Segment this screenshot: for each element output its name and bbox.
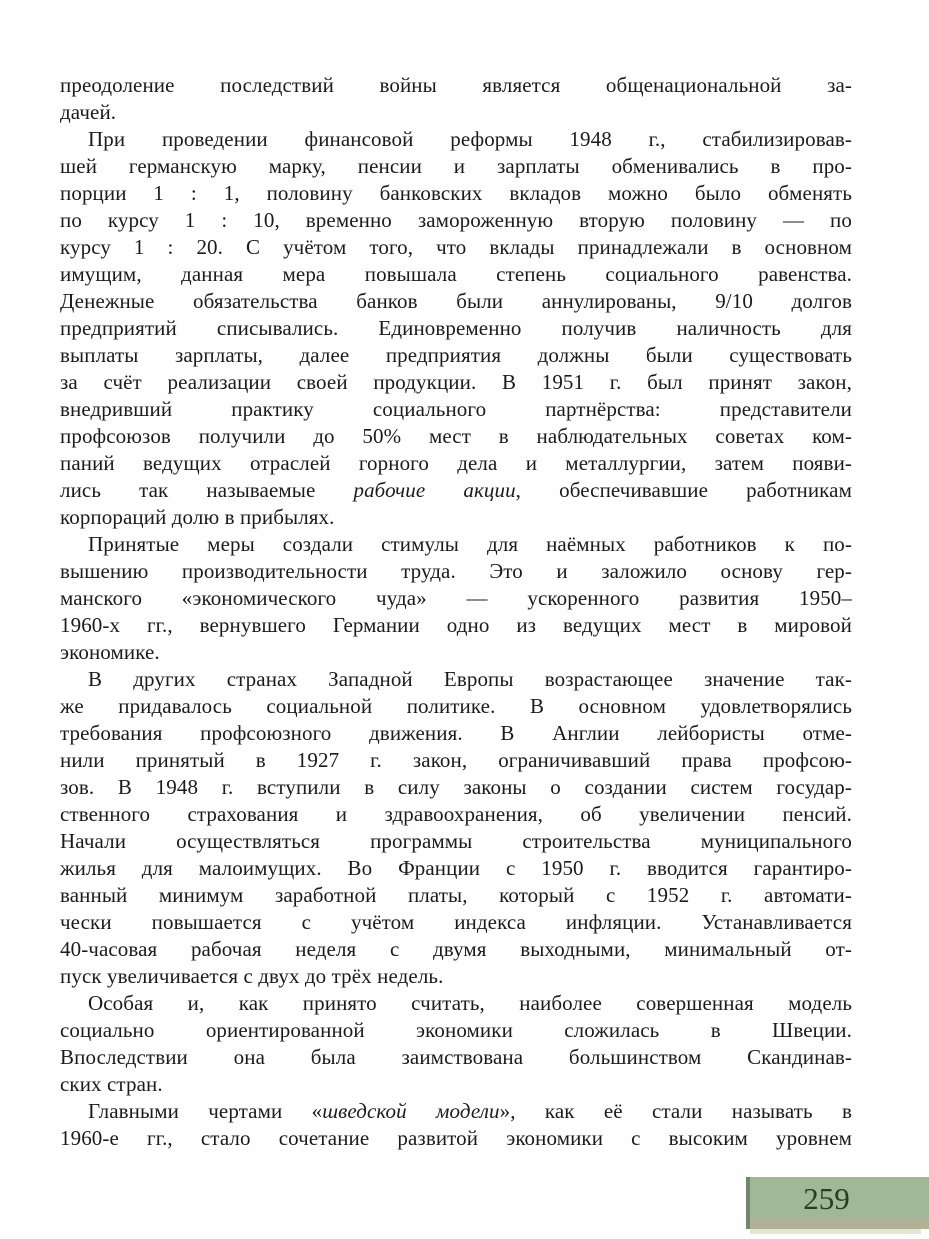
text-line: по курсу 1 : 10, временно замороженную вторую половину — по: [60, 208, 852, 232]
text-line: 1960-е гг., стало сочетание развитой экономики с высоким уровнем: [60, 1126, 852, 1150]
text-line: курсу 1 : 20. С учётом того, что вклады принадлежали в основном: [60, 235, 852, 259]
text-line: за счёт реализации своей продукции. В 1951 г. был принят закон,: [60, 370, 852, 394]
page-number-box: [746, 1177, 929, 1229]
text-line: же придавалось социальной политике. В основном удовлетворялись: [60, 694, 852, 718]
text-line: 40-часовая рабочая неделя с двумя выходными, минимальный от-: [60, 937, 852, 961]
text-line: 1960-х гг., вернувшего Германии одно из ведущих мест в мировой: [60, 613, 852, 637]
text-line: паний ведущих отраслей горного дела и металлургии, затем появи-: [60, 451, 852, 475]
text-line: профсоюзов получили до 50% мест в наблюдательных советах ком-: [60, 424, 852, 448]
text-line: Начали осуществляться программы строительства муниципального: [60, 829, 852, 853]
text-line: порции 1 : 1, половину банковских вкладов можно было обменять: [60, 181, 852, 205]
text-line: Денежные обязательства банков были аннулированы, 9/10 долгов: [60, 289, 852, 313]
text-block: [60, 72, 852, 1152]
text-segment: лись так называемые: [60, 478, 354, 502]
text-line: экономике.: [60, 640, 160, 664]
text-line: манского «экономического чуда» — ускоренного развития 1950–: [60, 586, 852, 610]
text-line: дачей.: [60, 100, 117, 124]
text-line: При проведении финансовой реформы 1948 г., стабилизировав-: [88, 127, 852, 151]
text-line: выплаты зарплаты, далее предприятия должны были существовать: [60, 343, 852, 367]
text-segment: Главными чертами «: [88, 1099, 323, 1123]
text-line: Впоследствии она была заимствована большинством Скандинав-: [60, 1045, 852, 1069]
text-line: ванный минимум заработной платы, который с 1952 г. автомати-: [60, 883, 852, 907]
text-line: Особая и, как принято считать, наиболее совершенная модель: [88, 991, 852, 1015]
page-number: 259: [803, 1181, 850, 1216]
text-segment: », как её стали называть в: [499, 1099, 852, 1123]
text-line: корпораций долю в прибылях.: [60, 505, 335, 529]
text-line: [60, 1098, 852, 1125]
text-line: зов. В 1948 г. вступили в силу законы о создании систем государ-: [60, 775, 852, 799]
text-line: преодоление последствий войны является общенациональной за-: [60, 73, 852, 97]
italic-term: шведской модели: [322, 1099, 500, 1123]
text-line: предприятий списывались. Единовременно получив наличность для: [60, 316, 852, 340]
text-line: чески повышается с учётом индекса инфляции. Устанавливается: [60, 910, 852, 934]
text-line: внедривший практику социального партнёрства: представители: [60, 397, 852, 421]
text-line: вышению производительности труда. Это и заложило основу гер-: [60, 559, 852, 583]
text-line: пуск увеличивается с двух до трёх недель.: [60, 964, 444, 988]
text-line: нили принятый в 1927 г. закон, ограничивавший права профсою-: [60, 748, 852, 772]
text-line: требования профсоюзного движения. В Англии лейбористы отме-: [60, 721, 852, 745]
text-line: ственного страхования и здравоохранения, об увеличении пенсий.: [60, 802, 852, 826]
text-line: Принятые меры создали стимулы для наёмных работников к по-: [88, 532, 852, 556]
text-line: ских стран.: [60, 1072, 163, 1096]
text-line: социально ориентированной экономики сложилась в Швеции.: [60, 1018, 852, 1042]
text-line: имущим, данная мера повышала степень социального равенства.: [60, 262, 852, 286]
text-line: В других странах Западной Европы возрастающее значение так-: [88, 667, 852, 691]
text-line: шей германскую марку, пенсии и зарплаты обменивались в про-: [60, 154, 852, 178]
italic-term: рабочие акции: [353, 478, 516, 502]
text-line: жилья для малоимущих. Во Франции с 1950 г. вводится гарантиро-: [60, 856, 852, 880]
text-segment: , обеспечивавшие работникам: [515, 478, 852, 502]
text-line: [60, 477, 852, 504]
